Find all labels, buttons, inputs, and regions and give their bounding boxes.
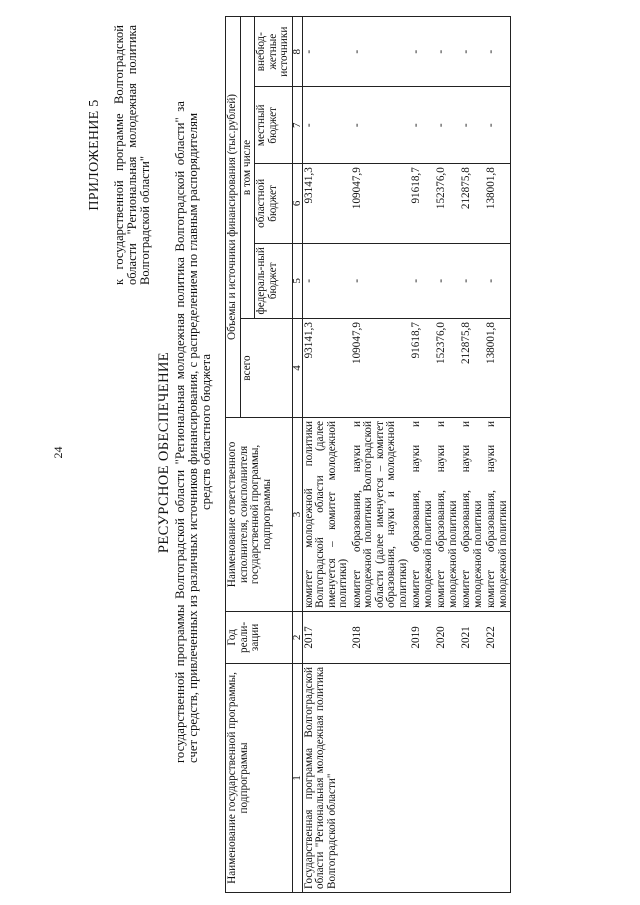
page-number: 24 [51,446,65,459]
federal-cell: - [302,243,351,318]
local-cell: - [460,87,485,164]
total-cell: 93141,3 [302,319,351,418]
year-cell: 2021 [460,611,485,663]
regional-cell: 138001,8 [485,164,511,243]
executor-cell: комитет молодежной политики Волгоградской области (далее именуется – комитет молодежной политики) [302,417,351,611]
executor-cell: комитет образования, науки и молодежной политики [485,417,511,611]
local-cell: - [302,87,351,164]
federal-cell: - [485,243,511,318]
table-row [302,17,351,893]
regional-cell: 109047,9 [351,164,411,243]
col-number: 2 [292,611,302,663]
extrabudget-cell: - [351,17,411,87]
header-year: Год реали-зации [226,611,293,663]
appendix-text: к государственной программе Волгоградской области "Региональная молодежная политика Волгоградской области" [112,25,152,285]
total-cell: 212875,8 [460,319,485,418]
year-cell: 2019 [410,611,435,663]
regional-cell: 152376,0 [435,164,460,243]
col-number: 6 [292,164,302,243]
header-extrabudget: внебюд-жетные источники [255,17,293,87]
col-number: 7 [292,87,302,164]
year-cell: 2022 [485,611,511,663]
local-cell: - [435,87,460,164]
executor-cell: комитет образования, науки и молодежной политики [435,417,460,611]
federal-cell: - [410,243,435,318]
col-number: 4 [292,319,302,418]
col-number: 8 [292,17,302,87]
total-cell: 109047,9 [351,319,411,418]
subtitle-line-1: государственной программы Волгоградской области "Региональная молодежная политика Волгоградской области" [173,117,187,763]
executor-cell: комитет образования, науки и молодежной политики [410,417,435,611]
year-cell: 2017 [302,611,351,663]
total-cell: 138001,8 [485,319,511,418]
regional-cell: 91618,7 [410,164,435,243]
appendix-block [88,25,152,285]
header-regional: областной бюджет [255,164,293,243]
local-cell: - [351,87,411,164]
year-cell: 2018 [351,611,411,663]
subtitle-line-3: средств областного бюджета [199,353,213,511]
local-cell: - [485,87,511,164]
local-cell: - [410,87,435,164]
regional-cell: 93141,3 [302,164,351,243]
executor-cell: комитет образования, науки и молодежной политики Волгоградской области (далее именуется – комитет образования, науки и молодежной политики) [351,417,411,611]
header-total: всего [240,319,292,418]
extrabudget-cell: - [302,17,351,87]
header-local: местный бюджет [255,87,293,164]
extrabudget-cell: - [410,17,435,87]
header-executor: Наименование ответственного исполнителя, соисполнителя государственной программы, подпрограммы [226,417,293,611]
appendix-heading: ПРИЛОЖЕНИЕ 5 [87,99,102,211]
federal-cell: - [460,243,485,318]
executor-cell: комитет образования, науки и молодежной политики [460,417,485,611]
header-program-name: Наименование государственной программы, подпрограммы [226,663,293,892]
federal-cell: - [435,243,460,318]
col-number: 3 [292,417,302,611]
year-cell: 2020 [435,611,460,663]
col-number: 5 [292,243,302,318]
extrabudget-cell: - [460,17,485,87]
document-subtitle [174,101,213,763]
header-including: в том числе [240,17,255,319]
document-title: РЕСУРСНОЕ ОБЕСПЕЧЕНИЕ [156,351,172,554]
program-name-cell: Государственная программа Волгоградской области "Региональная молодежная политика Волгоградской области" [302,663,511,892]
header-federal: федераль-ный бюджет [255,243,293,318]
resource-table [225,16,511,893]
extrabudget-cell: - [485,17,511,87]
col-number: 1 [292,663,302,892]
subtitle-line-2: за счет средств, привлеченных из различных источников финансирования, с распределением по главным распорядителям [173,101,200,763]
extrabudget-cell: - [435,17,460,87]
total-cell: 91618,7 [410,319,435,418]
federal-cell: - [351,243,411,318]
header-volumes: Объемы и источники финансирования (тыс.рублей) [226,17,241,418]
regional-cell: 212875,8 [460,164,485,243]
total-cell: 152376,0 [435,319,460,418]
